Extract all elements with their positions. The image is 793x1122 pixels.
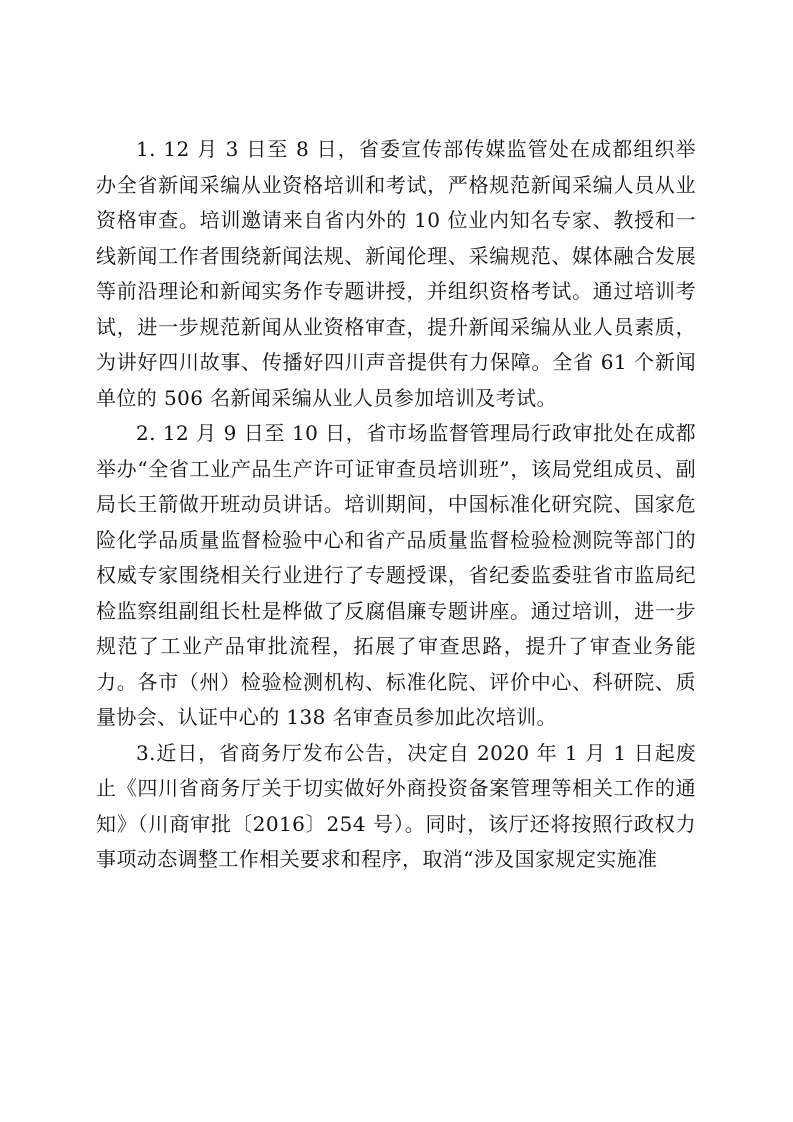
- paragraph-3: 3.近日，省商务厅发布公告，决定自 2020 年 1 月 1 日起废止《四川省商务厅关于切实做好外商投资备案管理等相关工作的通知》（川商审批〔2016〕254 号）。同时，该厅还将按照行政权力事项动态调整工作相关要求和程序，取消“涉及国家规定实施准: [96, 740, 696, 871]
- paragraph-1: 1. 12 月 3 日至 8 日，省委宣传部传媒监管处在成都组织举办全省新闻采编从业资格培训和考试，严格规范新闻采编人员从业资格审查。培训邀请来自省内外的 10 位业内知名专家、教授和一线新闻工作者围绕新闻法规、新闻伦理、采编规范、媒体融合发展等前沿理论和新闻实务作专题讲授，并组织资格考试。通过培训考试，进一步规范新闻从业资格审查，提升新闻采编从业人员素质，为讲好四川故事、传播好四川声音提供有力保障。全省 61 个新闻单位的 506 名新闻采编从业人员参加培训及考试。: [96, 137, 696, 410]
- document-body: [96, 132, 696, 878]
- paragraph-2: 2. 12 月 9 日至 10 日，省市场监督管理局行政审批处在成都举办“全省工业产品生产许可证审查员培训班”，该局党组成员、副局长王箭做开班动员讲话。培训期间，中国标准化研究院、国家危险化学品质量监督检验中心和省产品质量监督检验检测院等部门的权威专家围绕相关行业进行了专题授课，省纪委监委驻省市监局纪检监察组副组长杜是桦做了反腐倡廉专题讲座。通过培训，进一步规范了工业产品审批流程，拓展了审查思路，提升了审查业务能力。各市（州）检验检测机构、标准化院、评价中心、科研院、质量协会、认证中心的 138 名审查员参加此次培训。: [96, 421, 696, 729]
